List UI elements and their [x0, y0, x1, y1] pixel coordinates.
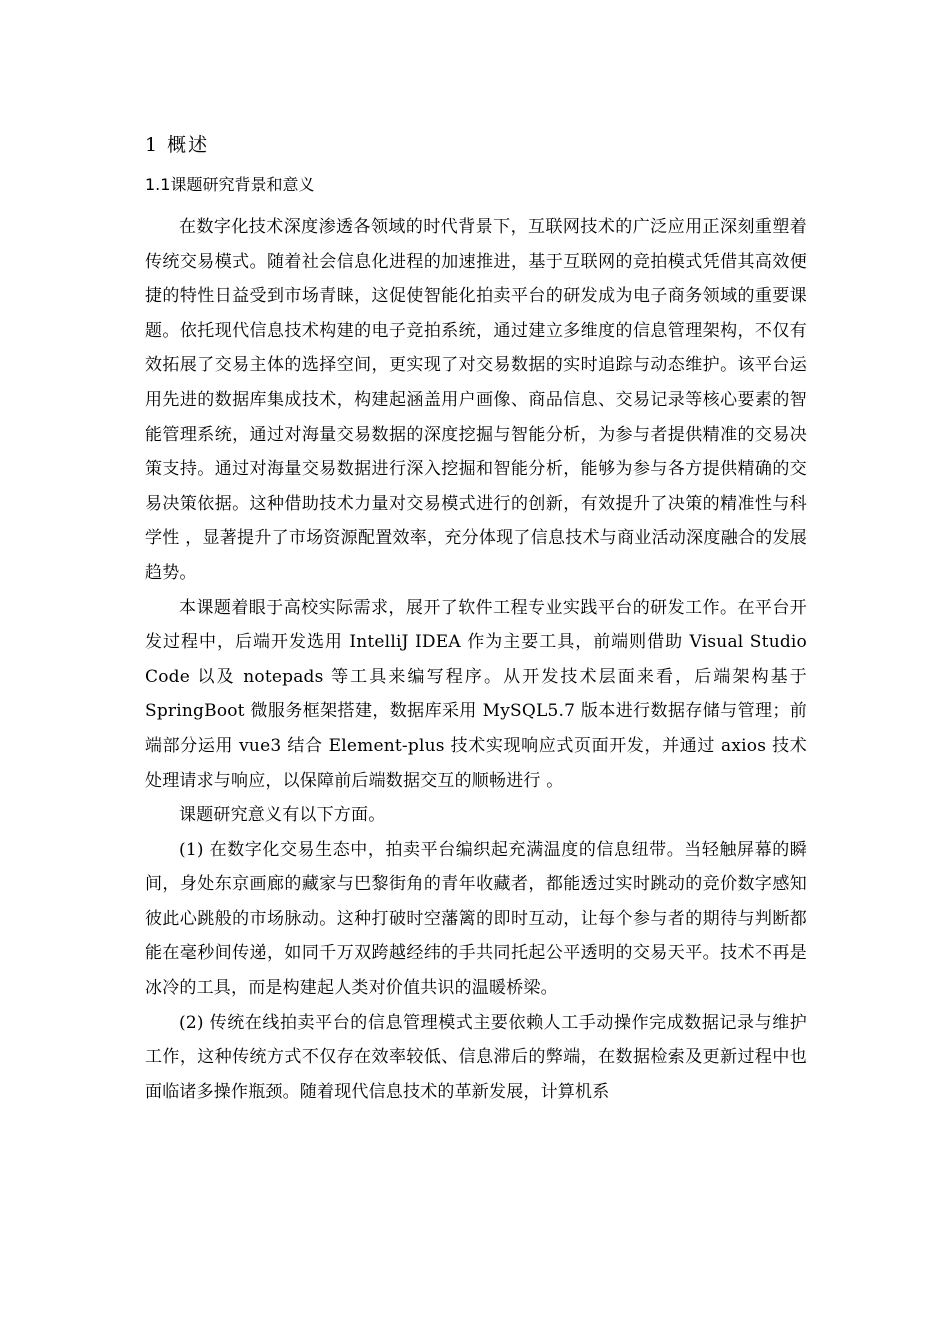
paragraph-significance-1: (1) 在数字化交易生态中，拍卖平台编织起充满温度的信息纽带。当轻触屏幕的瞬间，身处东京画廊的藏家与巴黎街角的青年收藏者，都能透过实时跳动的竞价数字感知彼此心跳般的市场脉动。这种打破时空藩篱的即时互动，让每个参与者的期待与判断都能在毫秒间传递，如同千万双跨越经纬的手共同托起公平透明的交易天平。技术不再是冰冷的工具，而是构建起人类对价值共识的温暖桥梁。 [145, 839, 807, 999]
paragraph-development: 本课题着眼于高校实际需求，展开了软件工程专业实践平台的研发工作。在平台开发过程中，后端开发选用 IntelliJ IDEA 作为主要工具，前端则借助 Visual Studio Code 以及 notepads 等工具来编写程序。从开发技术层面来看，后端架构基于 SpringBoot 微服务框架搭建，数据库采用 MySQL5.7 版本进行数据存储与管理；前端部分运用 vue3 结合 Element-plus 技术实现响应式页面开发，并通过 axios 技术处理请求与响应，以保障前后端数据交互的顺畅进行 。 [145, 597, 807, 791]
section-title: 1.1课题研究背景和意义 [145, 175, 315, 194]
paragraph-background: 在数字化技术深度渗透各领域的时代背景下，互联网技术的广泛应用正深刻重塑着传统交易模式。随着社会信息化进程的加速推进，基于互联网的竞拍模式凭借其高效便捷的特性日益受到市场青睐，这促使智能化拍卖平台的研发成为电子商务领域的重要课题。依托现代信息技术构建的电子竞拍系统，通过建立多维度的信息管理架构，不仅有效拓展了交易主体的选择空间，更实现了对交易数据的实时追踪与动态维护。该平台运用先进的数据库集成技术，构建起涵盖用户画像、商品信息、交易记录等核心要素的智能管理系统，通过对海量交易数据的深度挖掘与智能分析，为参与者提供精准的交易决策支持。通过对海量交易数据进行深入挖掘和智能分析，能够为参与各方提供精确的交易决策依据。这种借助技术力量对交易模式进行的创新，有效提升了决策的精准性与科学性 ，显著提升了市场资源配置效率，充分体现了信息技术与商业活动深度融合的发展趋势。 [145, 217, 807, 583]
paragraph-significance-intro: 课题研究意义有以下方面。 [179, 805, 386, 826]
document-page [145, 128, 807, 1109]
chapter-title: 1 概述 [145, 134, 210, 156]
paragraph-significance-2: (2) 传统在线拍卖平台的信息管理模式主要依赖人工手动操作完成数据记录与维护工作，这种传统方式不仅存在效率较低、信息滞后的弊端，在数据检索及更新过程中也面临诸多操作瓶颈。随着现代信息技术的革新发展，计算机系 [145, 1012, 807, 1102]
